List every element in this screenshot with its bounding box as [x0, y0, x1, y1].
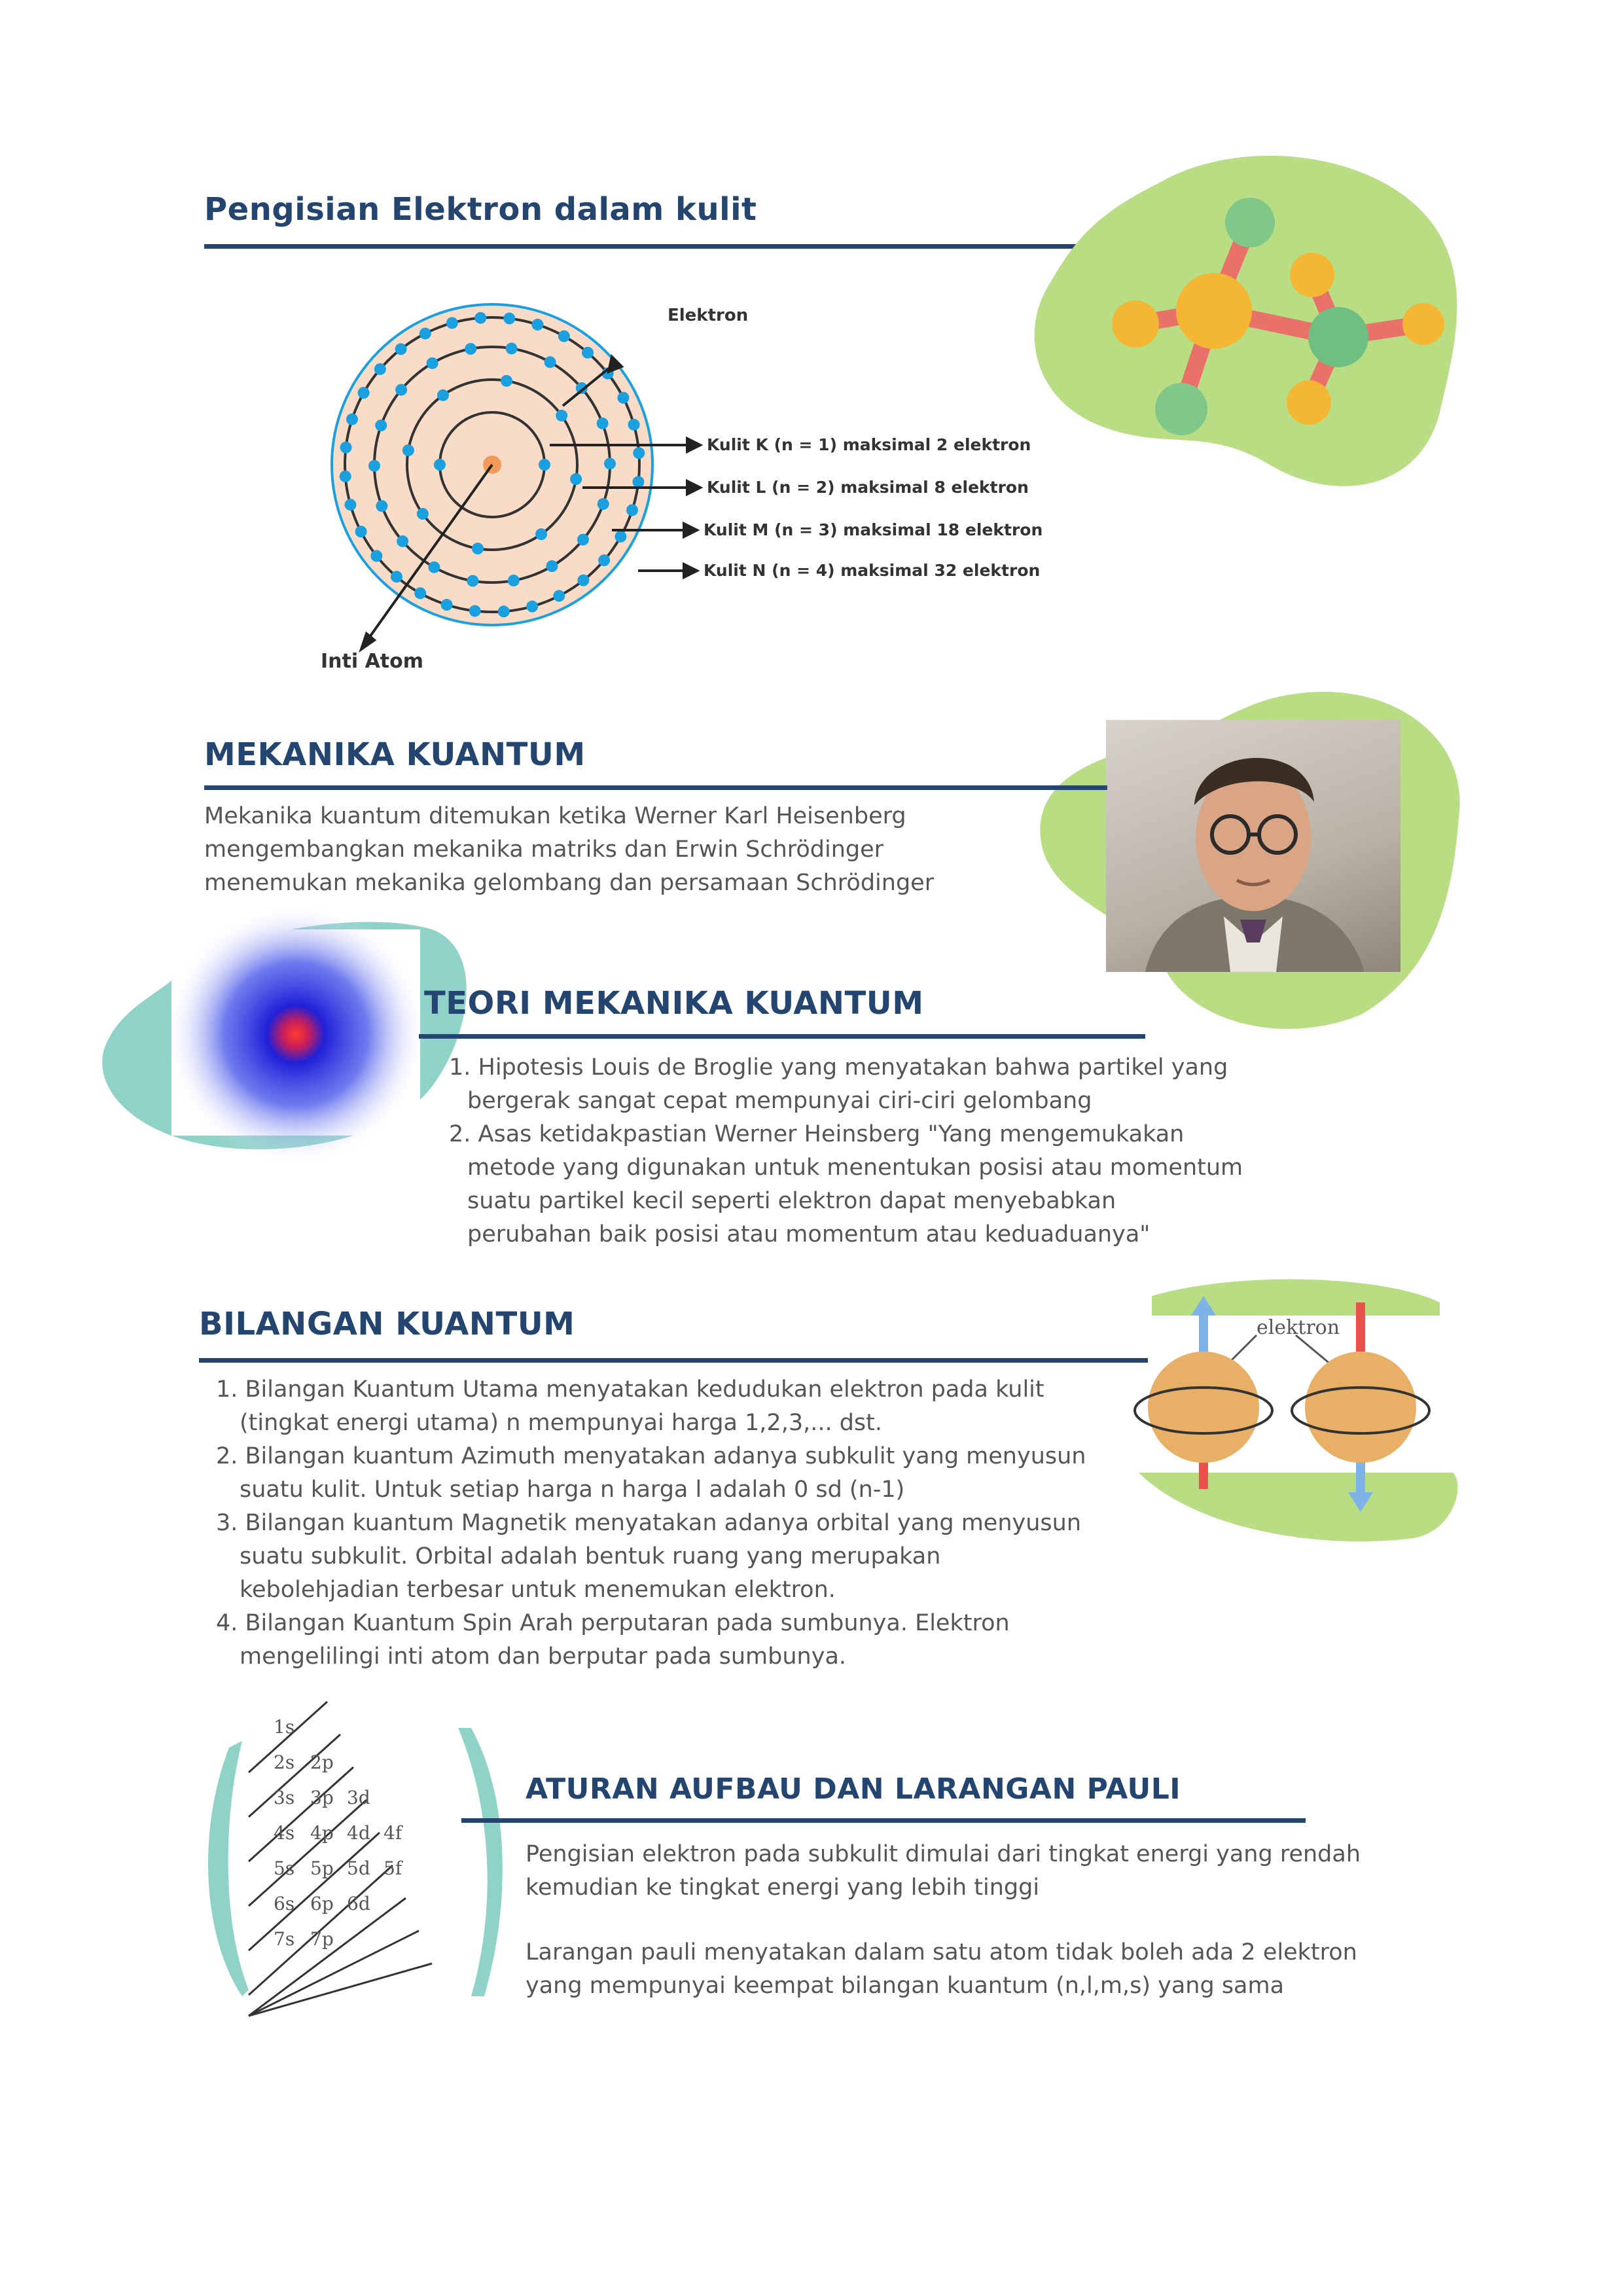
- electron-dot: [501, 375, 512, 387]
- orbital-label: 3p: [310, 1787, 334, 1808]
- electron-dot: [539, 459, 550, 471]
- section1-title: Pengisian Elektron dalam kulit: [204, 191, 757, 228]
- electron-dot: [446, 317, 458, 329]
- section5-rule: [461, 1818, 1306, 1823]
- label-shell-k: Kulit K (n = 1) maksimal 2 elektron: [707, 435, 1031, 454]
- section3-title: TEORI MEKANIKA KUANTUM: [424, 985, 924, 1022]
- section3-line: metode yang digunakan untuk menentukan posisi atau momentum: [467, 1155, 1243, 1181]
- electron-dot: [344, 499, 356, 511]
- electron-dot: [553, 590, 565, 601]
- section4-title: BILANGAN KUANTUM: [199, 1306, 575, 1342]
- electron-dot: [570, 473, 582, 485]
- electron-dot: [531, 319, 543, 331]
- electron-dot: [376, 500, 387, 512]
- label-spin-elektron: elektron: [1257, 1316, 1340, 1339]
- section4-line: 2. Bilangan kuantum Azimuth menyatakan adanya subkulit yang menyusun: [216, 1443, 1086, 1469]
- section2-line: Mekanika kuantum ditemukan ketika Werner Karl Heisenberg: [204, 803, 906, 829]
- label-shell-m: Kulit M (n = 3) maksimal 18 elektron: [704, 520, 1043, 539]
- electron-dot: [633, 447, 645, 459]
- section3-line: 1. Hipotesis Louis de Broglie yang menyatakan bahwa partikel yang: [449, 1054, 1228, 1081]
- orbital-label: 4f: [383, 1822, 402, 1844]
- electron-dot: [358, 387, 370, 399]
- orbital-label: 4s: [274, 1822, 295, 1844]
- electron-dot: [368, 460, 380, 472]
- electron-dot: [397, 535, 408, 547]
- electron-dot: [402, 444, 414, 456]
- orbital-label: 1s: [274, 1716, 295, 1738]
- electron-dot: [498, 605, 510, 617]
- aufbau-arrow: [249, 1898, 406, 2016]
- section2-body: [204, 800, 934, 900]
- label-inti-atom: Inti Atom: [321, 650, 424, 673]
- orbital-label: 2s: [274, 1751, 295, 1773]
- bohr-atom-diagram: [301, 288, 1043, 681]
- orbital-label: 2p: [310, 1751, 334, 1773]
- electron-dot: [558, 331, 570, 342]
- section5-body: [526, 1838, 1361, 2003]
- electron-dot: [597, 498, 609, 510]
- electron-dot: [370, 550, 382, 562]
- teal-blob-right: [458, 1728, 503, 1996]
- orbital-label: 5d: [347, 1857, 370, 1879]
- electron-dot: [556, 410, 567, 422]
- electron-dot: [395, 343, 407, 355]
- electron-dot: [626, 504, 638, 516]
- orbital-label: 7p: [310, 1928, 334, 1950]
- orbital-label: 5f: [383, 1857, 402, 1879]
- electron-dot: [632, 476, 644, 488]
- electron-dot: [506, 342, 518, 354]
- section2-line: mengembangkan mekanika matriks dan Erwin Schrödinger: [204, 836, 884, 863]
- orbital-label: 6s: [274, 1893, 295, 1914]
- label-elektron: Elektron: [668, 306, 749, 325]
- electron-dot: [628, 419, 640, 431]
- section4-line: suatu subkulit. Orbital adalah bentuk ruang yang merupakan: [240, 1543, 941, 1570]
- electron-dot: [437, 389, 449, 401]
- section5-line: yang mempunyai keempat bilangan kuantum (n,l,m,s) yang sama: [526, 1973, 1285, 1999]
- aufbau-arrow: [249, 1800, 366, 1906]
- electron-dot: [395, 384, 407, 396]
- section4-line: mengelilingi inti atom dan berputar pada sumbunya.: [240, 1643, 847, 1670]
- electron-dot: [419, 328, 431, 340]
- electron-dot: [503, 313, 515, 325]
- orbital-label: 6d: [347, 1893, 370, 1914]
- electron-dot: [465, 343, 476, 355]
- orbital-label: 6p: [310, 1893, 334, 1914]
- electron-dot: [604, 457, 616, 469]
- section5-title: ATURAN AUFBAU DAN LARANGAN PAULI: [526, 1772, 1181, 1806]
- section3-line: suatu partikel kecil seperti elektron dapat menyebabkan: [467, 1188, 1116, 1214]
- section3-rule: [419, 1034, 1145, 1039]
- label-shell-n: Kulit N (n = 4) maksimal 32 elektron: [704, 561, 1041, 580]
- electron-dot: [472, 543, 484, 554]
- electron-dot: [577, 575, 589, 586]
- electron-dot: [340, 442, 352, 454]
- section4-line: kebolehjadian terbesar untuk menemukan elektron.: [240, 1577, 836, 1603]
- electron-dot: [597, 418, 609, 429]
- electron-dot: [469, 605, 481, 617]
- section5-line: Larangan pauli menyatakan dalam satu atom tidak boleh ada 2 elektron: [526, 1939, 1357, 1965]
- electron-dot: [546, 560, 558, 572]
- electron-dot: [544, 356, 556, 368]
- electron-dot: [535, 528, 547, 540]
- section2-line: menemukan mekanika gelombang dan persamaan Schrödinger: [204, 870, 935, 896]
- section2-title: MEKANIKA KUANTUM: [204, 736, 586, 773]
- section5-line: kemudian ke tingkat energi yang lebih tinggi: [526, 1874, 1040, 1901]
- electron-dot: [414, 587, 426, 599]
- section4-line: suatu kulit. Untuk setiap harga n harga l adalah 0 sd (n-1): [240, 1477, 905, 1503]
- orbital-label: 3s: [274, 1787, 295, 1808]
- aufbau-diagram: [196, 1689, 504, 2029]
- orbital-label: 7s: [274, 1928, 295, 1950]
- section4-rule: [199, 1358, 1148, 1363]
- electron-dot: [428, 562, 440, 573]
- section3-line: 2. Asas ketidakpastian Werner Heinsberg "Yang mengemukakan: [449, 1121, 1185, 1147]
- orbital-label: 4d: [347, 1822, 370, 1844]
- electron-dot: [417, 508, 429, 520]
- electron-dot: [508, 575, 520, 586]
- electron-dot: [434, 459, 446, 471]
- electron-dot: [346, 414, 358, 425]
- teal-blob-left: [208, 1741, 249, 1996]
- section4-line: 1. Bilangan Kuantum Utama menyatakan kedudukan elektron pada kulit: [216, 1376, 1044, 1403]
- electron-dot: [617, 392, 629, 404]
- section4-line: 4. Bilangan Kuantum Spin Arah perputaran pada sumbunya. Elektron: [216, 1610, 1010, 1636]
- electron-dot: [374, 363, 386, 375]
- orbital-label: 3d: [347, 1787, 370, 1808]
- section2-rule: [204, 785, 1107, 790]
- section3-line: bergerak sangat cepat mempunyai ciri-ciri gelombang: [467, 1088, 1092, 1114]
- section4-line: (tingkat energi utama) n mempunyai harga 1,2,3,... dst.: [240, 1410, 883, 1436]
- electron-dot: [598, 554, 610, 566]
- electron-dot: [340, 471, 351, 482]
- electron-dot: [391, 571, 402, 583]
- orbital-label: 4p: [310, 1822, 334, 1844]
- orbital-label: 5s: [274, 1857, 295, 1879]
- section1-rule: [204, 244, 1127, 249]
- electron-dot: [474, 312, 486, 324]
- section4-body: [216, 1373, 1086, 1674]
- electron-dot: [582, 347, 594, 359]
- section4-line: 3. Bilangan kuantum Magnetik menyatakan adanya orbital yang menyusun: [216, 1510, 1082, 1536]
- probability-cloud-image: [171, 929, 420, 1136]
- electron-dot: [441, 599, 453, 611]
- orbital-label: 5p: [310, 1857, 334, 1879]
- electron-dot: [467, 575, 478, 587]
- paragraph-spacer: [526, 1905, 1361, 1936]
- electron-dot: [526, 601, 538, 613]
- section5-line: Pengisian elektron pada subkulit dimulai dari tingkat energi yang rendah: [526, 1841, 1361, 1867]
- electron-dot: [577, 533, 589, 545]
- scientist-portrait: [1106, 720, 1400, 972]
- electron-dot: [615, 531, 626, 543]
- molecule-illustration: [1021, 137, 1479, 504]
- section3-body: [449, 1051, 1243, 1251]
- electron-dot: [355, 526, 367, 537]
- section3-line: perubahan baik posisi atau momentum atau keduaduanya": [467, 1221, 1150, 1247]
- spin-illustration: [1113, 1276, 1479, 1551]
- electron-dot: [375, 420, 387, 431]
- aufbau-arrow: [249, 1767, 353, 1861]
- label-shell-l: Kulit L (n = 2) maksimal 8 elektron: [707, 478, 1029, 497]
- electron-dot: [427, 357, 438, 369]
